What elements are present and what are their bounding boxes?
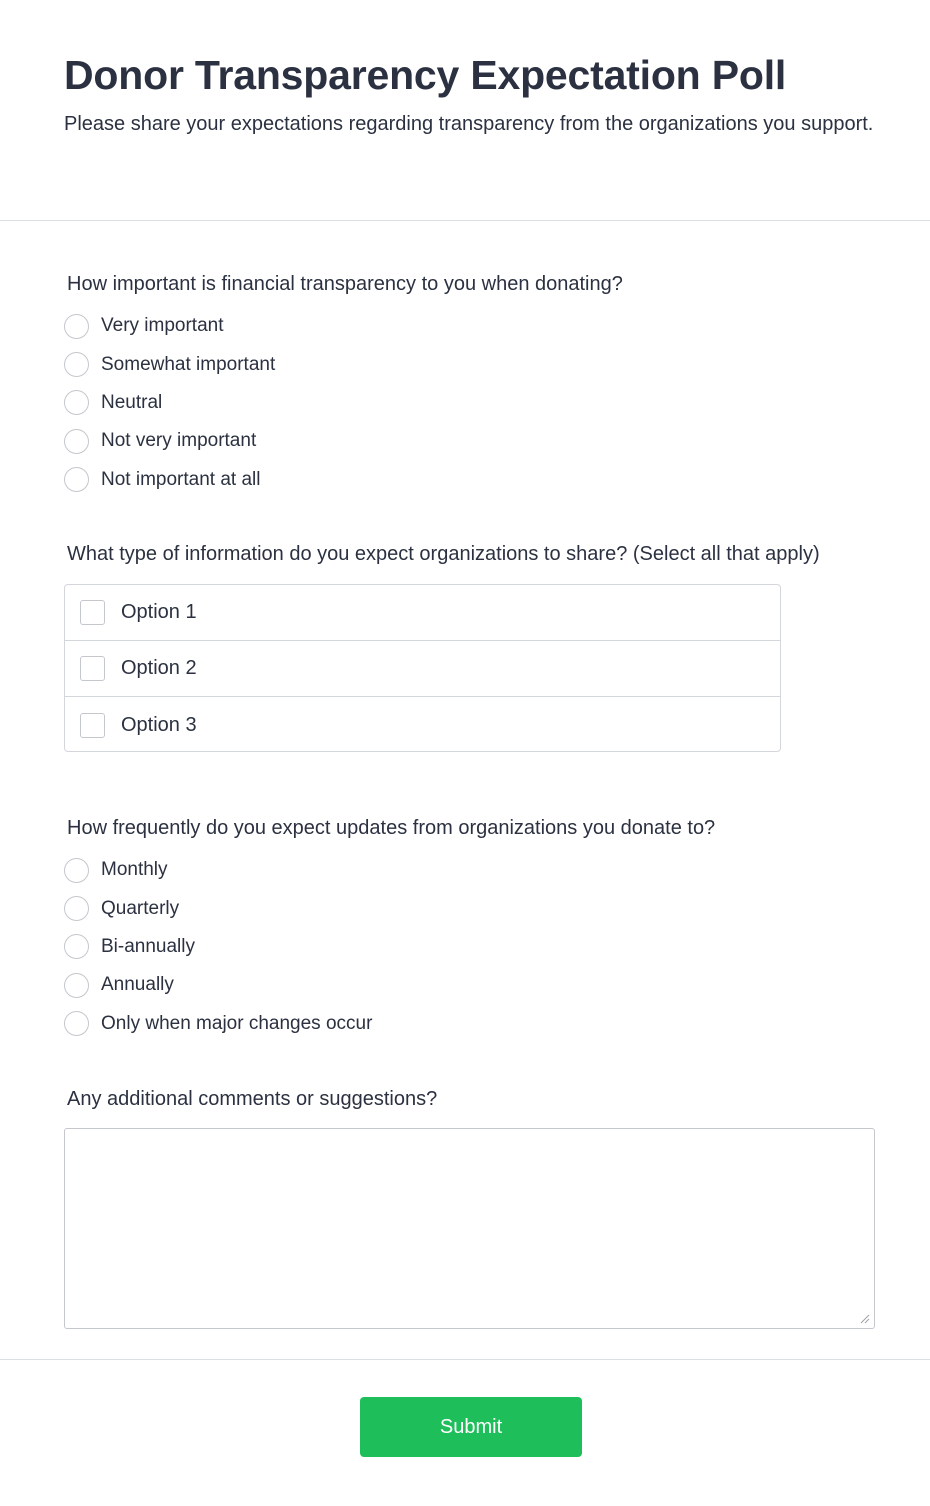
checkbox-option[interactable] (65, 585, 780, 641)
checkbox[interactable] (80, 656, 105, 681)
radio-option-label: Monthly (101, 859, 168, 881)
checkbox-option-label: Option 3 (121, 713, 197, 736)
radio-button[interactable] (64, 1011, 89, 1036)
radio-option-label: Annually (101, 974, 174, 996)
radio-option[interactable] (64, 966, 372, 1004)
radio-button[interactable] (64, 896, 89, 921)
checkbox-option-label: Option 2 (121, 657, 197, 679)
radio-option[interactable] (64, 889, 372, 927)
radio-button[interactable] (64, 973, 89, 998)
importance-radio-group (64, 307, 275, 499)
checkbox-option[interactable] (65, 641, 780, 697)
radio-option[interactable] (64, 345, 275, 383)
radio-button[interactable] (64, 429, 89, 454)
footer-divider (0, 1359, 930, 1360)
radio-option[interactable] (64, 384, 275, 422)
radio-option[interactable] (64, 851, 372, 889)
radio-option-label: Only when major changes occur (101, 1012, 373, 1034)
radio-option-label: Somewhat important (101, 353, 276, 375)
radio-option-label: Not important at all (101, 468, 261, 490)
radio-option-label: Bi-annually (101, 935, 195, 957)
radio-option-label: Very important (101, 315, 224, 337)
page-subtitle: Please share your expectations regarding transparency from the organizations you support. (64, 113, 874, 135)
comments-textarea[interactable] (64, 1128, 875, 1329)
radio-button[interactable] (64, 314, 89, 339)
checkbox-option[interactable] (65, 697, 780, 752)
question-importance: How important is financial transparency to you when donating? (67, 273, 623, 295)
checkbox-option-label: Option 1 (121, 601, 197, 623)
radio-option[interactable] (64, 307, 275, 345)
radio-option-label: Quarterly (101, 897, 180, 919)
poll-header (0, 0, 930, 221)
radio-button[interactable] (64, 934, 89, 959)
radio-option-label: Not very important (101, 430, 257, 452)
information-checkbox-group (64, 584, 781, 752)
question-information-type: What type of information do you expect organizations to share? (Select all that apply) (67, 543, 820, 565)
frequency-radio-group (64, 851, 372, 1043)
question-comments: Any additional comments or suggestions? (67, 1088, 438, 1110)
checkbox[interactable] (80, 713, 105, 738)
radio-button[interactable] (64, 467, 89, 492)
checkbox[interactable] (80, 600, 105, 625)
radio-option[interactable] (64, 461, 275, 499)
radio-option[interactable] (64, 928, 372, 966)
radio-button[interactable] (64, 858, 89, 883)
radio-option[interactable] (64, 422, 275, 460)
radio-button[interactable] (64, 390, 89, 415)
radio-option-label: Neutral (101, 391, 163, 413)
radio-option[interactable] (64, 1005, 372, 1043)
submit-button[interactable]: Submit (360, 1397, 582, 1457)
question-update-frequency: How frequently do you expect updates from organizations you donate to? (67, 817, 716, 839)
radio-button[interactable] (64, 352, 89, 377)
page-title: Donor Transparency Expectation Poll (64, 52, 787, 98)
resize-grip-icon[interactable] (858, 1312, 870, 1324)
